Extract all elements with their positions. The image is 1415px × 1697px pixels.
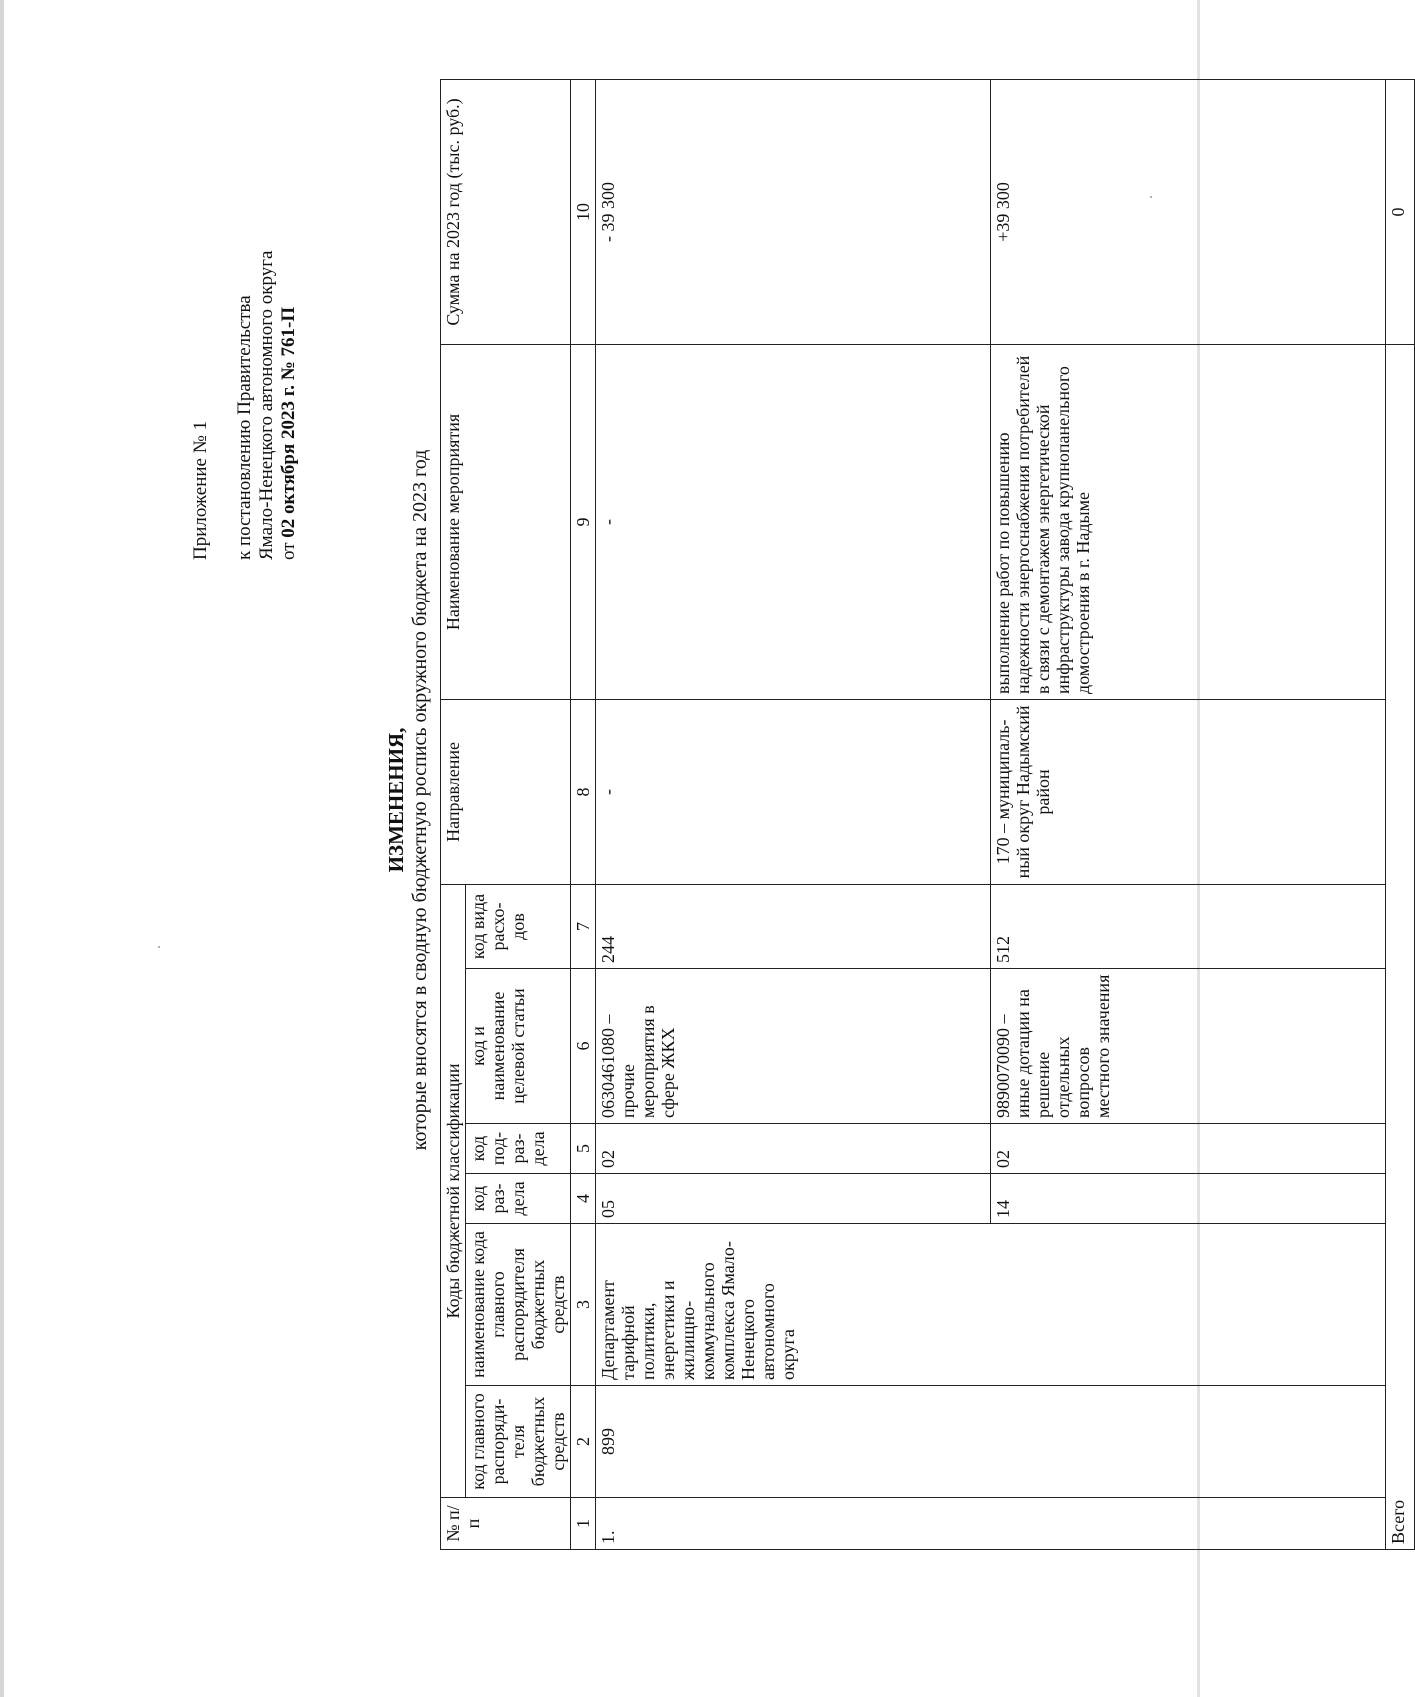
column-number: 8 (571, 699, 596, 884)
column-number: 2 (571, 1386, 596, 1498)
header-target-article: код и наименование целевой статьи (466, 969, 571, 1124)
row-section: 05 (596, 1174, 991, 1224)
heading-subtitle: которые вносятся в сводную бюджетную роспись окружного бюджета на 2023 год (409, 449, 431, 1151)
appendix-line-2: Ямало-Ненецкого автономного округа (256, 250, 277, 560)
header-gr-name: наименование кода главного распорядителя бюджетных средств (466, 1224, 571, 1386)
header-section: код раз-дела (466, 1174, 571, 1224)
row-gr-code: 899 (596, 1386, 1386, 1498)
changes-table (440, 79, 1415, 1550)
column-number: 10 (571, 79, 596, 344)
row-subsection: 02 (596, 1124, 991, 1174)
appendix-block (190, 100, 300, 560)
row-sum: +39 300 (991, 79, 1386, 344)
row-event-name: выполнение работ по повышению надежности энергоснабжения потребителей в связи с демонтажем энергетической инфраструктуры завода крупнопанельного домостроения в г. Надыме (991, 344, 1386, 699)
row-num: 1. (596, 1498, 1386, 1550)
appendix-date (278, 100, 300, 560)
table-row (596, 79, 991, 1549)
header-direction: Направление (441, 699, 571, 884)
column-number: 5 (571, 1124, 596, 1174)
row-subsection: 02 (991, 1124, 1386, 1174)
header-event-name: Наименование мероприятия (441, 344, 571, 699)
total-label: Всего (1386, 344, 1415, 1549)
row-direction: - (596, 699, 991, 884)
row-sum: - 39 300 (596, 79, 991, 344)
total-value: 0 (1386, 79, 1415, 344)
column-number: 6 (571, 969, 596, 1124)
row-expense-type: 512 (991, 884, 1386, 968)
appendix-date-prefix: от (278, 542, 299, 560)
header-gr-code: код главного распоряди-теля бюджетных средств (466, 1386, 571, 1498)
appendix-date-number: 02 октября 2023 г. № 761-П (278, 306, 299, 538)
scan-edge-left (0, 0, 4, 1697)
row-target-article: 0630461080 – прочие мероприятия в сфере ЖКХ (596, 969, 991, 1124)
appendix-title: Приложение № 1 (190, 420, 211, 560)
total-row (1386, 79, 1415, 1549)
row-expense-type: 244 (596, 884, 991, 968)
column-number: 3 (571, 1224, 596, 1386)
column-number: 9 (571, 344, 596, 699)
header-row-1 (441, 79, 466, 1549)
row-target-article: 9890070090 – иные дотации на решение отдельных вопросов местного значения (991, 969, 1386, 1124)
header-group-codes: Коды бюджетной классификации (441, 884, 466, 1497)
row-direction: 170 – муниципаль-ный округ Надымский район (991, 699, 1386, 884)
rotated-page (30, 0, 1408, 1600)
row-section: 14 (991, 1174, 1386, 1224)
row-event-name: - (596, 344, 991, 699)
column-number: 4 (571, 1174, 596, 1224)
header-sum: Сумма на 2023 год (тыс. руб.) (441, 79, 571, 344)
appendix-line-1: к постановлению Правительства (234, 295, 255, 560)
heading-title: ИЗМЕНЕНИЯ, (384, 727, 408, 873)
document-heading (384, 0, 432, 1600)
column-number: 1 (571, 1498, 596, 1550)
header-num: № п/п (441, 1498, 571, 1550)
column-number-row (571, 79, 596, 1549)
column-number: 7 (571, 884, 596, 968)
header-expense-type: код вида расхо-дов (466, 884, 571, 968)
header-subsection: код под-раз-дела (466, 1124, 571, 1174)
row-gr-name: Департамент тарифной политики, энергетики и жилищно-коммунального комплекса Ямало-Ненецкого автономного округа (596, 1224, 1386, 1386)
